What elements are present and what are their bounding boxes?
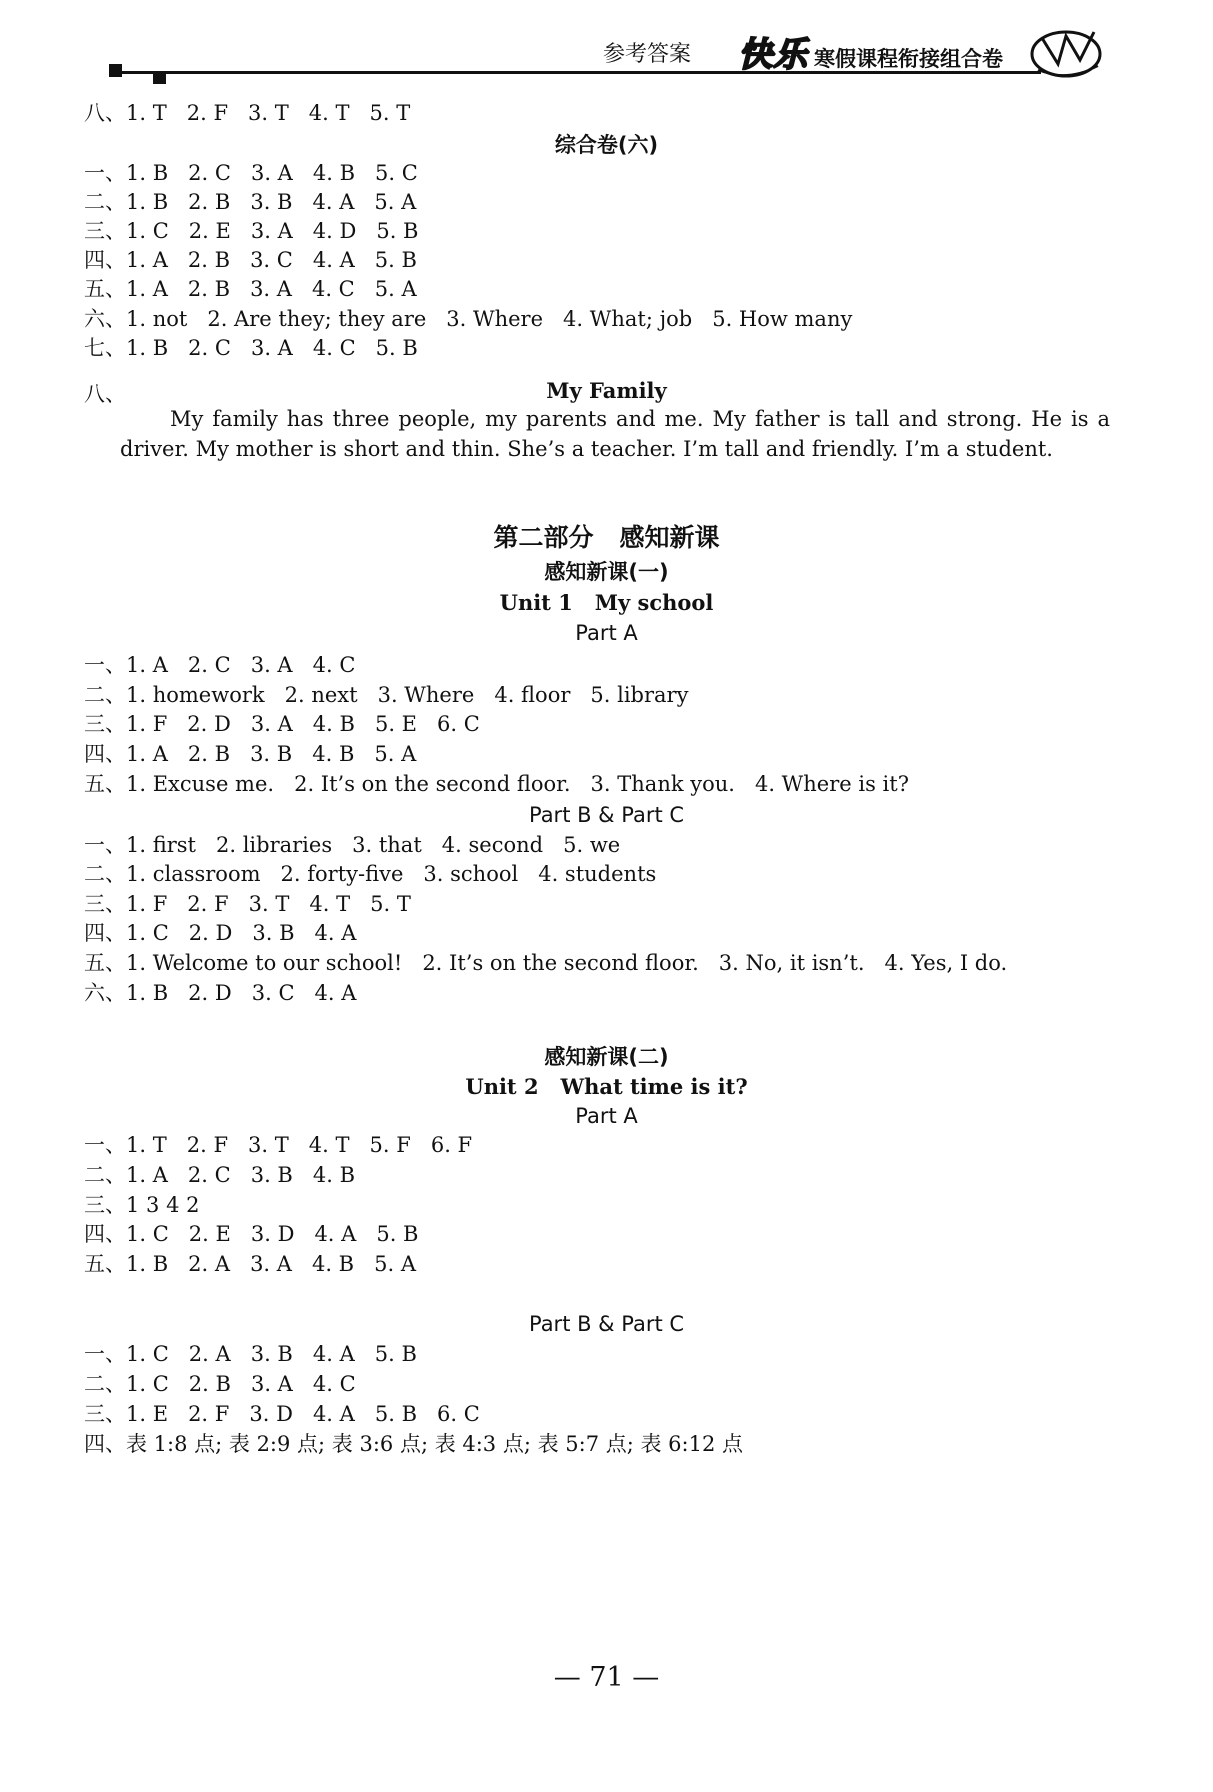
- header-label: 参考答案: [603, 42, 692, 67]
- book-logo-icon: [1028, 20, 1104, 80]
- part-label: Part B & Part C: [528, 803, 685, 827]
- answer-line: 一、1. A 2. C 3. A 4. C: [84, 653, 356, 677]
- answer-line: 三、1. F 2. F 3. T 4. T 5. T: [84, 892, 411, 916]
- answer-line: 五、1. B 2. A 3. A 4. B 5. A: [84, 1252, 417, 1276]
- answer-line: 三、1 3 4 2: [84, 1193, 200, 1217]
- answer-line: 八、1. T 2. F 3. T 4. T 5. T: [84, 101, 411, 125]
- answer-line: 一、1. T 2. F 3. T 4. T 5. F 6. F: [84, 1133, 473, 1157]
- answer-line: 四、表 1:8 点; 表 2:9 点; 表 3:6 点; 表 4:3 点; 表 5:7 点; 表 6:12 点: [84, 1432, 743, 1456]
- page-header: [0, 0, 1213, 100]
- section-heading: 综合卷(六): [554, 133, 659, 157]
- lesson-title: 感知新课(一): [544, 560, 669, 584]
- answer-line: 二、1. C 2. B 3. A 4. C: [84, 1372, 356, 1396]
- essay-body: My family has three people, my parents and me. My father is tall and strong. He is a driver. My mother is short and thin. She’s a teacher. I’m tall and friendly. I’m a student.: [120, 407, 1110, 461]
- essay-title: My Family: [546, 378, 667, 403]
- answer-line: 四、1. C 2. E 3. D 4. A 5. B: [84, 1222, 419, 1246]
- answer-line: 三、1. E 2. F 3. D 4. A 5. B 6. C: [84, 1402, 480, 1426]
- essay-lead: 八、: [84, 382, 126, 406]
- answer-line: 四、1. A 2. B 3. B 4. B 5. A: [84, 742, 417, 766]
- answer-line: 五、1. A 2. B 3. A 4. C 5. A: [84, 277, 417, 301]
- answer-line: 四、1. C 2. D 3. B 4. A: [84, 921, 357, 945]
- answer-line: 七、1. B 2. C 3. A 4. C 5. B: [84, 336, 418, 360]
- answer-line: 三、1. C 2. E 3. A 4. D 5. B: [84, 219, 419, 243]
- answer-line: 一、1. first 2. libraries 3. that 4. second 5. we: [84, 833, 621, 857]
- answer-line: 六、1. not 2. Are they; they are 3. Where 4. What; job 5. How many: [84, 307, 853, 331]
- part-title: 第二部分 感知新课: [493, 523, 720, 552]
- answer-line: 二、1. classroom 2. forty-five 3. school 4. students: [84, 862, 657, 886]
- page-number: — 71 —: [553, 1662, 660, 1693]
- part-label: Part A: [575, 1104, 638, 1128]
- answer-line: 二、1. B 2. B 3. B 4. A 5. A: [84, 190, 417, 214]
- unit-title: Unit 1 My school: [499, 590, 714, 615]
- answer-line: 二、1. homework 2. next 3. Where 4. floor 5. library: [84, 683, 689, 707]
- answer-line: 五、1. Excuse me. 2. It’s on the second floor. 3. Thank you. 4. Where is it?: [84, 772, 909, 796]
- part-label: Part A: [575, 621, 638, 645]
- answer-line: 五、1. Welcome to our school! 2. It’s on the second floor. 3. No, it isn’t. 4. Yes, I do.: [84, 951, 1008, 975]
- answer-line: 三、1. F 2. D 3. A 4. B 5. E 6. C: [84, 712, 480, 736]
- answer-line: 二、1. A 2. C 3. B 4. B: [84, 1163, 356, 1187]
- unit-title: Unit 2 What time is it?: [465, 1074, 748, 1099]
- answer-line: 四、1. A 2. B 3. C 4. A 5. B: [84, 248, 417, 272]
- header-series-title: 寒假课程衔接组合卷: [814, 47, 1003, 71]
- part-label: Part B & Part C: [528, 1312, 685, 1336]
- answer-line: 一、1. B 2. C 3. A 4. B 5. C: [84, 161, 418, 185]
- answer-line: 一、1. C 2. A 3. B 4. A 5. B: [84, 1342, 417, 1366]
- answer-line: 六、1. B 2. D 3. C 4. A: [84, 981, 357, 1005]
- header-brand: 快乐: [738, 35, 808, 75]
- lesson-title: 感知新课(二): [544, 1045, 669, 1069]
